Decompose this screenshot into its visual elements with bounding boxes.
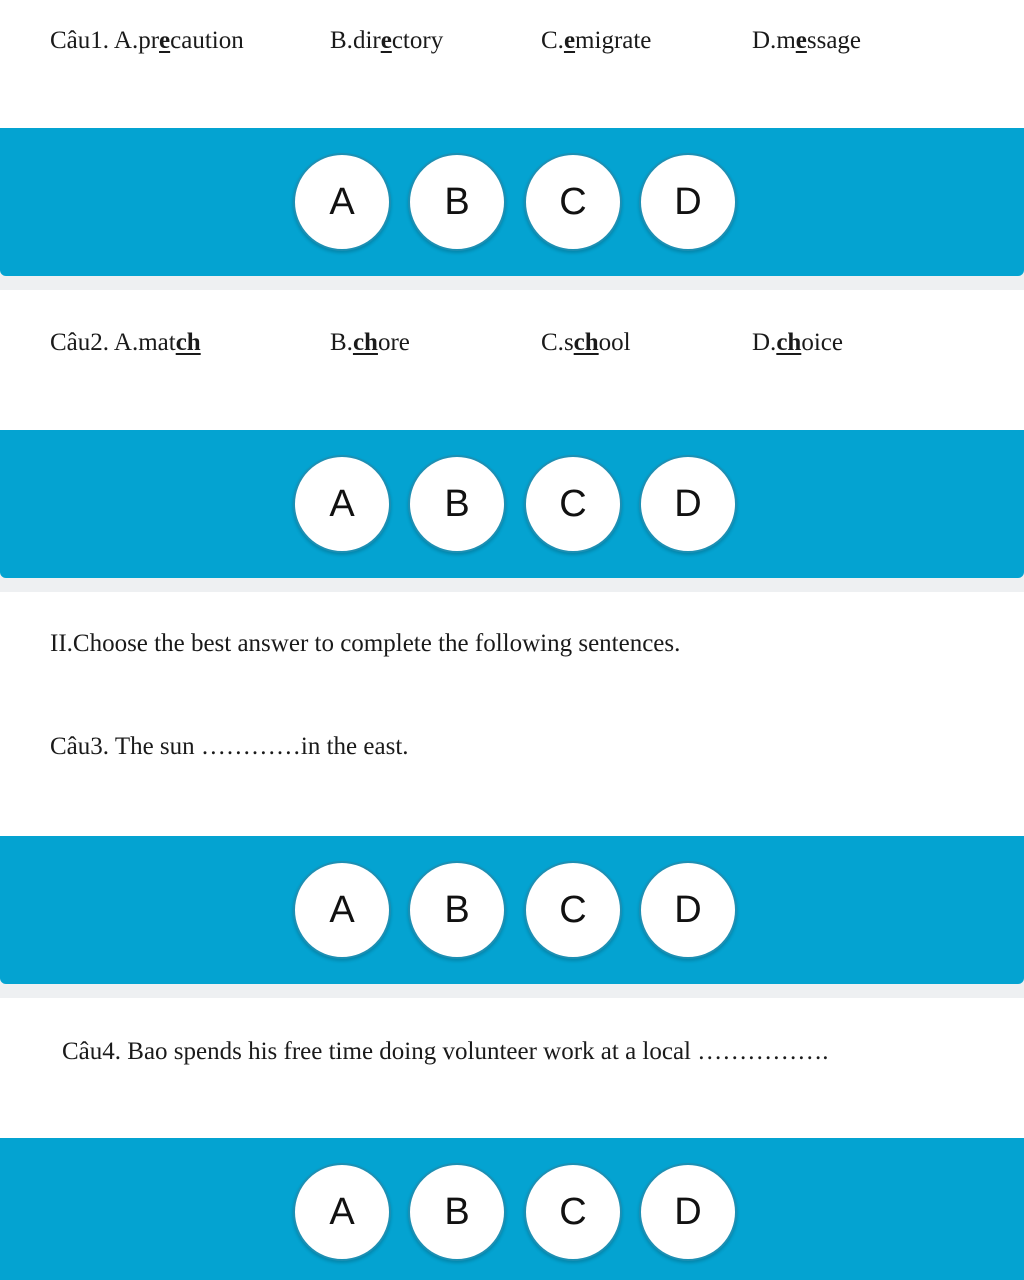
q4-answer-b-button[interactable]: B bbox=[408, 1163, 506, 1261]
q2-option-a bbox=[50, 329, 201, 357]
section-2-heading: II.Choose the best answer to complete the following sentences. bbox=[50, 630, 681, 657]
q2-d-label: D. bbox=[752, 329, 777, 356]
q4-answer-d-button[interactable]: D bbox=[639, 1163, 737, 1261]
q1-b-pre: dir bbox=[352, 27, 381, 54]
q2-prefix: Câu2. A. bbox=[50, 329, 139, 356]
q2-option-b bbox=[330, 329, 410, 357]
q2-b-label: B. bbox=[330, 329, 353, 356]
q1-option-b bbox=[330, 27, 443, 55]
q1-c-underlined: e bbox=[563, 27, 576, 54]
q1-answer-d-button[interactable]: D bbox=[639, 153, 737, 251]
q1-d-pre: m bbox=[776, 27, 796, 54]
q4-answer-c-button[interactable]: C bbox=[524, 1163, 622, 1261]
question-3-card bbox=[0, 592, 1024, 836]
q2-d-underlined: ch bbox=[776, 329, 802, 356]
question-2-answer-bar bbox=[0, 430, 1024, 578]
question-2-card bbox=[0, 290, 1024, 430]
q1-a-pre: pr bbox=[138, 27, 160, 54]
q1-answer-b-button[interactable]: B bbox=[408, 153, 506, 251]
q2-option-d bbox=[752, 329, 843, 357]
q1-d-post: ssage bbox=[806, 27, 862, 54]
q3-answer-d-button[interactable]: D bbox=[639, 861, 737, 959]
q2-c-label: C. bbox=[541, 329, 564, 356]
q4-answer-a-button[interactable]: A bbox=[293, 1163, 391, 1261]
question-4-card bbox=[0, 998, 1024, 1138]
q1-b-underlined: e bbox=[380, 27, 392, 54]
q1-c-label: C. bbox=[541, 27, 564, 54]
q3-answer-c-button[interactable]: C bbox=[524, 861, 622, 959]
question-1-card bbox=[0, 0, 1024, 128]
q1-d-underlined: e bbox=[795, 27, 807, 54]
q2-b-underlined: ch bbox=[352, 329, 378, 356]
q2-answer-b-button[interactable]: B bbox=[408, 455, 506, 553]
question-4-answer-bar bbox=[0, 1138, 1024, 1280]
q2-answer-c-button[interactable]: C bbox=[524, 455, 622, 553]
q2-c-underlined: ch bbox=[573, 329, 599, 356]
q2-answer-d-button[interactable]: D bbox=[639, 455, 737, 553]
q2-b-post: ore bbox=[377, 329, 410, 356]
question-1-answer-bar bbox=[0, 128, 1024, 276]
q1-c-post: migrate bbox=[575, 27, 652, 54]
q1-option-d bbox=[752, 27, 861, 55]
q1-d-label: D. bbox=[752, 27, 777, 54]
q1-option-c bbox=[541, 27, 651, 55]
question-3-answer-bar bbox=[0, 836, 1024, 984]
q1-answer-c-button[interactable]: C bbox=[524, 153, 622, 251]
q2-c-pre: s bbox=[563, 329, 574, 356]
q2-a-underlined: ch bbox=[175, 329, 201, 356]
q1-a-post: caution bbox=[170, 27, 244, 54]
q3-answer-b-button[interactable]: B bbox=[408, 861, 506, 959]
q1-option-a bbox=[50, 27, 244, 55]
q2-d-post: oice bbox=[801, 329, 843, 356]
q1-b-post: ctory bbox=[391, 27, 444, 54]
q3-sentence: Câu3. The sun …………in the east. bbox=[50, 733, 409, 760]
q2-answer-a-button[interactable]: A bbox=[293, 455, 391, 553]
q2-c-post: ool bbox=[598, 329, 631, 356]
q3-answer-a-button[interactable]: A bbox=[293, 861, 391, 959]
q2-a-pre: mat bbox=[138, 329, 176, 356]
q1-a-underlined: e bbox=[159, 27, 171, 54]
q1-prefix: Câu1. A. bbox=[50, 27, 139, 54]
q1-b-label: B. bbox=[330, 27, 353, 54]
q2-option-c bbox=[541, 329, 631, 357]
q1-answer-a-button[interactable]: A bbox=[293, 153, 391, 251]
q4-sentence: Câu4. Bao spends his free time doing volunteer work at a local ……………. bbox=[62, 1038, 829, 1065]
